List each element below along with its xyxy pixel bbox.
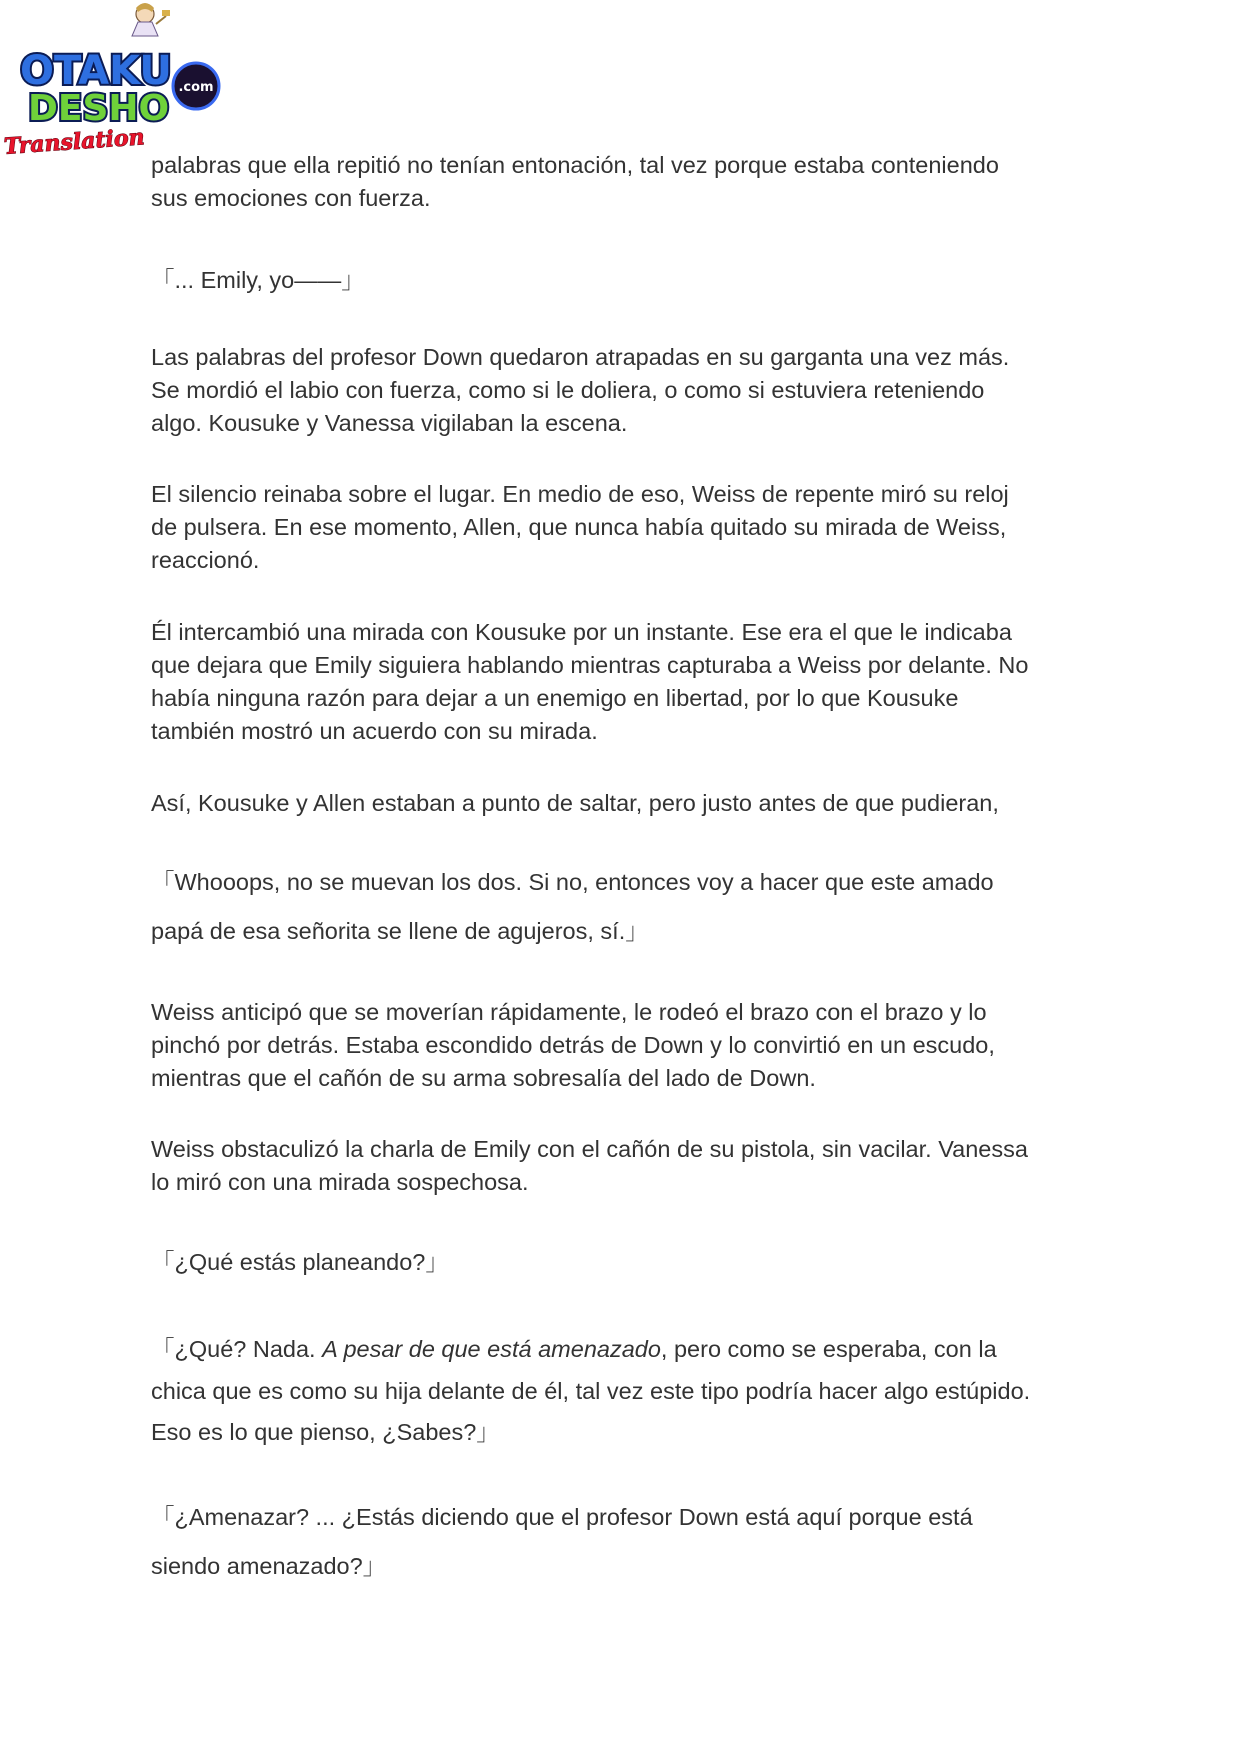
- paragraph-5: Así, Kousuke y Allen estaban a punto de saltar, pero justo antes de que pudieran,: [151, 790, 999, 816]
- dialogue-4: 「¿Qué? Nada. A pesar de que está amenazado, pero como se esperaba, con la chica que es como su hija delante de él, tal vez este tipo podría hacer algo estúpido. Eso es lo que pienso, ¿Sabes?」: [151, 1336, 1031, 1445]
- mascot-icon: [132, 3, 170, 36]
- paragraph-4: Él intercambió una mirada con Kousuke por un instante. Ese era el que le indicaba que dejara que Emily siguiera hablando mientras capturaba a Weiss por delante. No había ninguna razón para dejar a un enemigo en libertad, por lo que Kousuke también mostró un acuerdo con su mirada.: [151, 619, 1029, 744]
- paragraph-3: El silencio reinaba sobre el lugar. En medio de eso, Weiss de repente miró su reloj de pulsera. En ese momento, Allen, que nunca había quitado su mirada de Weiss, reaccionó.: [151, 481, 1009, 573]
- dialogue-3: 「¿Qué estás planeando?」: [151, 1249, 449, 1275]
- paragraph-1: palabras que ella repitió no tenían entonación, tal vez porque estaba conteniendo sus emociones con fuerza.: [151, 152, 999, 211]
- dialogue-5: 「¿Amenazar? ... ¿Estás diciendo que el profesor Down está aquí porque está siendo amenazado?」: [151, 1504, 973, 1579]
- logo-script: Translation: [3, 124, 146, 160]
- paragraph-2: Las palabras del profesor Down quedaron atrapadas en su garganta una vez más. Se mordió el labio con fuerza, como si le doliera, o como si estuviera reteniendo algo. Kousuke y Vanessa vigilaban la escena.: [151, 344, 1010, 436]
- otakudesho-logo: [0, 0, 235, 165]
- logo-word-otaku: OTAKU: [20, 48, 172, 94]
- logo-dot-com: .com: [178, 80, 214, 95]
- dialogue-2: 「Whooops, no se muevan los dos. Si no, entonces voy a hacer que este amado papá de esa señorita se llene de agujeros, sí.」: [151, 869, 994, 944]
- dialogue-1: 「... Emily, yo——」: [151, 267, 365, 293]
- paragraph-7: Weiss obstaculizó la charla de Emily con el cañón de su pistola, sin vacilar. Vanessa lo miró con una mirada sospechosa.: [151, 1136, 1028, 1195]
- logo-word-desho: DESHO: [28, 88, 170, 129]
- paragraph-6: Weiss anticipó que se moverían rápidamente, le rodeó el brazo con el brazo y lo pinchó por detrás. Estaba escondido detrás de Down y lo convirtió en un escudo, mientras que el cañón de su arma sobresalía del lado de Down.: [151, 999, 995, 1091]
